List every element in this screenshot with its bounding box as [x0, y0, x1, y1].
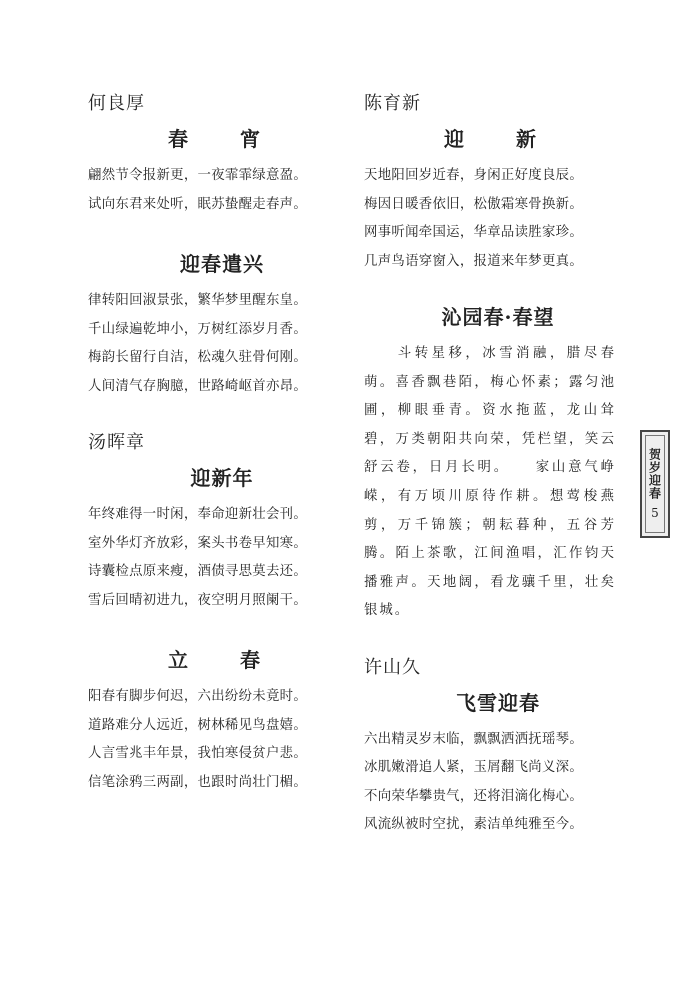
- left-column: [88, 88, 356, 797]
- poem-line: 人间清气存胸臆，世路崎岖首亦昂。: [88, 378, 308, 394]
- poem-line: 梅因日暖香依旧，松傲霜寒骨换新。: [364, 196, 584, 212]
- author-name: 汤晖章: [88, 432, 145, 453]
- page-number: 5: [651, 506, 659, 520]
- poem-line: 六出精灵岁末临，飘飘洒洒抚瑶琴。: [364, 731, 584, 747]
- poem-title: 春 宵: [168, 127, 276, 151]
- author-name: 何良厚: [88, 93, 145, 114]
- poem-title: 立 春: [168, 648, 276, 672]
- poem-title: 迎春遣兴: [180, 252, 264, 276]
- poem-line: 年终难得一时闲，奉命迎新壮会刊。: [88, 507, 308, 522]
- author-name: 许山久: [364, 656, 421, 678]
- ci-text: 斗转星移，冰雪消融，腊尽春萌。喜香飘巷陌，梅心怀素；露匀池圃，柳眼垂青。资水拖蓝，龙山耸碧，万类朝阳共向荣，凭栏望，笑云舒云卷，日月长明。 家山意气峥嵘，有万顷川原待作耕。想莺梭燕剪，万千锦簇；朝耘暮种，五谷芳腾。陌上茶歌，江间渔唱，汇作钧天播雅声。天地阔，看龙骧千里，壮矣银城。: [364, 346, 616, 619]
- poem-line: 风流纵被时空扰，素洁单纯雅至今。: [364, 817, 584, 833]
- poem-line: 试向东君来处听，眠苏蛰醒走春声。: [88, 196, 308, 212]
- right-column: [364, 88, 632, 840]
- poem-line: 不向荣华攀贵气，还将泪滴化梅心。: [364, 788, 584, 804]
- poem-line: 翩然节令报新更，一夜霏霏绿意盈。: [88, 168, 308, 183]
- poem-line: 雪后回晴初进九，夜空明月照阑干。: [88, 592, 308, 608]
- poem-line: 梅韵长留行自洁，松魂久驻骨何刚。: [88, 350, 308, 365]
- author-name: 陈育新: [364, 93, 421, 114]
- section-tab: [640, 430, 670, 538]
- poem-line: 几声鸟语穿窗入，报道来年梦更真。: [364, 253, 584, 269]
- poem-line: 室外华灯齐放彩，案头书卷早知寒。: [88, 535, 308, 551]
- poem-title: 飞雪迎春: [456, 690, 540, 715]
- poem-line: 道路难分人远近，树林稀见鸟盘嬉。: [88, 717, 308, 733]
- poem-line: 天地阳回岁近春，身闲正好度良辰。: [364, 168, 584, 183]
- section-title: 贺岁迎春: [647, 448, 662, 500]
- poem-line: 网事听闻牵国运，华章品读胜家珍。: [364, 225, 584, 240]
- poem-line: 人言雪兆丰年景，我怕寒侵贫户悲。: [88, 746, 308, 761]
- poem-line: 信笔涂鸦三两副，也跟时尚壮门楣。: [88, 774, 308, 790]
- poem-line: 阳春有脚步何迟，六出纷纷未竟时。: [88, 689, 308, 704]
- poem-line: 千山绿遍乾坤小，万树红添岁月香。: [88, 321, 308, 337]
- poem-title: 迎 新: [444, 127, 552, 151]
- poem-title: 迎新年: [190, 466, 254, 490]
- poem-line: 律转阳回淑景张，繁华梦里醒东皇。: [88, 293, 308, 308]
- poem-line: 冰肌嫩滑追人紧，玉屑翻飞尚义深。: [364, 760, 584, 776]
- poem-title: 沁园春·春望: [441, 305, 555, 329]
- poem-line: 诗囊检点原来瘦，酒债寻思莫去还。: [88, 564, 308, 579]
